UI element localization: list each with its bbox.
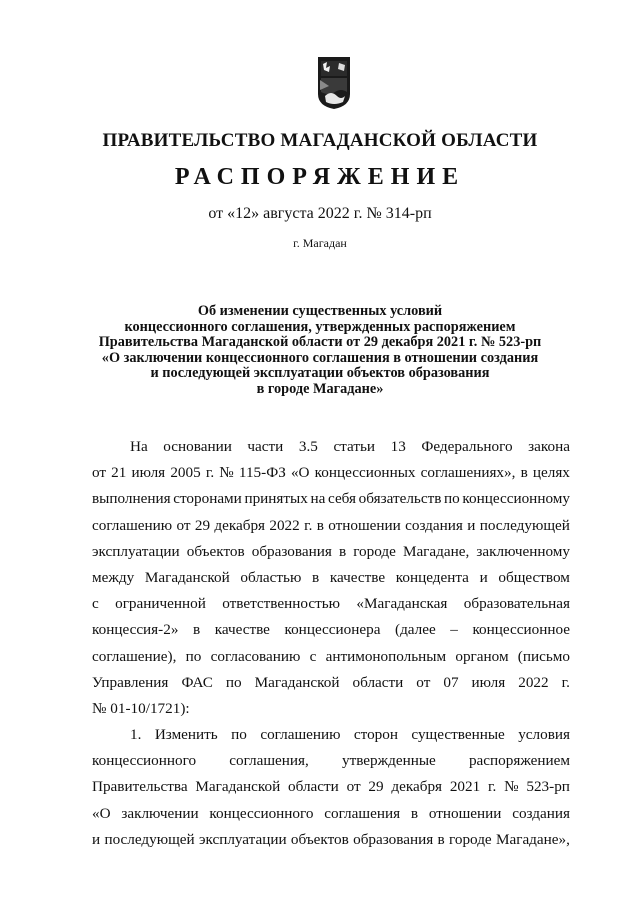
body-word: декабря [214,516,266,534]
body-word: городе [353,542,396,560]
body-word: образовательная [463,595,570,613]
body-word: соглашения, [229,752,309,770]
body-word: 21 [111,464,127,482]
body-word: в [520,464,528,482]
body-word: области [352,673,404,691]
document-city: г. Магадан [293,236,347,250]
body-word: 2022 [269,516,300,534]
body-word: в [437,830,445,848]
body-word: по [231,726,247,744]
body-word: принятых [244,490,308,508]
body-word: обществом [498,568,570,586]
body-word: 3.5 [298,438,318,455]
body-word: от [346,778,361,796]
body-word: себя [328,490,357,508]
body-word: образования [251,542,332,560]
body-word: Магаданской [144,568,230,586]
subject-line: Правительства Магаданской области от 29 декабря 2021 г. № 523-рп [98,334,542,350]
body-word: концедента [395,568,469,586]
body-word: июля [471,673,506,691]
body-line [92,722,570,748]
body-word: ФАС [181,673,213,691]
body-word: «О [290,464,310,482]
body-word: по [185,647,202,665]
body-word: заключенному [476,542,570,560]
body-word: концессионера [284,621,381,639]
document-subject [80,304,560,397]
coat-of-arms-icon [317,56,351,110]
body-word: концессионного [209,804,314,822]
body-word: создания [512,804,570,822]
body-word: и [467,516,476,534]
body-word: г. [205,464,215,482]
body-word: с [92,595,99,613]
body-word: условия [518,726,570,744]
body-line [92,591,570,617]
body-word: соглашение), [92,647,177,665]
body-word: в [410,804,419,822]
subject-line: концессионного соглашения, утвержденных распоряжением [124,318,516,335]
body-line [92,748,570,774]
body-word: концессионное [472,621,570,639]
body-word: областью [240,568,302,586]
document-body [92,434,570,853]
body-word: соглашениях», [420,464,516,482]
body-word: и [92,830,101,848]
body-word: ответственностью [222,595,341,613]
body-word: эксплуатации [92,542,180,560]
body-word: отношении [328,516,401,534]
body-word: качестве [214,621,270,639]
body-word: сторонами [173,490,242,508]
body-word: последующей [104,830,195,848]
subject-line: и последующей эксплуатации объектов образования [150,365,490,381]
body-word: 07 [443,673,459,691]
subject-line: Об изменении существенных условий [197,303,443,319]
body-word: июля [131,464,166,482]
body-word: от [416,673,431,691]
body-word: в [312,568,320,586]
body-word: «Магаданская [356,595,448,613]
body-word: декабря [391,778,443,796]
body-word: в [192,621,201,639]
body-word: (далее [395,621,436,639]
body-word: области [288,778,339,796]
body-word: городе [449,830,492,848]
body-word: в [316,516,324,534]
body-word: Изменить [154,726,218,744]
body-word: г. [487,778,497,796]
body-word: с [309,647,317,665]
body-word: Федерального [421,438,513,455]
body-word: сторон [353,726,398,744]
body-word: объектов [290,830,349,848]
government-title: ПРАВИТЕЛЬСТВО МАГАДАНСКОЙ ОБЛАСТИ [102,130,538,151]
body-line [92,774,570,800]
body-word: Магаданской [195,778,281,796]
body-line [92,670,570,696]
body-word: 523-рп [526,778,570,796]
body-word: Правительства [92,778,188,796]
body-line [92,827,570,853]
body-word: г. [304,516,313,534]
body-word: в [338,542,347,560]
body-line [92,617,570,643]
body-word: 115-ФЗ [238,464,286,482]
body-word: 1. [130,726,142,744]
body-word: качестве [329,568,386,586]
body-word: На [130,438,148,455]
body-word: согласованию [210,647,301,665]
body-word: между [92,568,135,586]
body-word: «О [92,804,111,822]
body-word: 2005 [170,464,201,482]
body-word: концессионному [462,490,570,508]
body-word: г. [561,673,570,691]
body-word: отношении [428,804,502,822]
body-line [92,565,570,591]
body-line [92,513,570,539]
body-line [92,644,570,670]
body-word: основании [163,438,232,455]
document-type-title: РАСПОРЯЖЕНИЕ [174,164,466,190]
body-word: Магаданской [254,673,340,691]
body-word: Магадане, [402,542,470,560]
body-word: статьи [333,438,376,455]
body-word: концессия-2» [92,621,179,639]
body-word: существенные [411,726,505,744]
document-date-number: от «12» августа 2022 г. № 314-рп [208,205,432,222]
body-word: обязательств [358,490,442,508]
subject-line: «О заключении концессионного соглашения в отношении создания [101,349,539,366]
body-line [92,696,570,722]
body-word: соглашения [324,804,401,822]
body-word: – [450,621,458,639]
body-word: целях [532,464,570,482]
body-word: последующей [479,516,570,534]
body-word: на [310,490,326,508]
body-word: 29 [368,778,384,796]
body-word: № [219,464,234,482]
body-word: концессионного [92,752,197,770]
body-line [92,460,570,486]
body-word: № [504,778,519,796]
body-word: утвержденные [341,752,436,770]
body-word: 13 [390,438,406,455]
body-line [92,486,570,512]
body-word: 2021 [449,778,481,796]
subject-line: в городе Магадане» [256,380,384,397]
body-line [92,539,570,565]
body-word: по [444,490,460,508]
body-word: создания [405,516,463,534]
body-word: закона [528,438,570,455]
body-word: ограниченной [115,595,206,613]
body-word: образования [353,830,434,848]
body-word: соглашению [92,516,173,534]
body-word: эксплуатации [198,830,287,848]
body-line [92,434,570,460]
body-word: Магадане», [495,830,570,848]
body-word: выполнения [92,490,171,508]
body-word: от [176,516,191,534]
body-word: распоряжением [468,752,570,770]
body-word: от [92,464,107,482]
body-word: заключении [121,804,199,822]
body-line [92,801,570,827]
body-word: 2022 [518,673,549,691]
body-word: 29 [194,516,211,534]
body-word: органом [455,647,509,665]
body-word: и [479,568,488,586]
body-word: части [247,438,284,455]
body-word: антимонопольным [325,647,447,665]
body-word: объектов [186,542,245,560]
body-word: № 01-10/1721): [92,699,190,717]
body-word: (письмо [517,647,570,665]
body-word: по [225,673,242,691]
body-word: соглашению [260,726,341,744]
body-word: концессионных [314,464,416,482]
body-word: Управления [92,673,169,691]
